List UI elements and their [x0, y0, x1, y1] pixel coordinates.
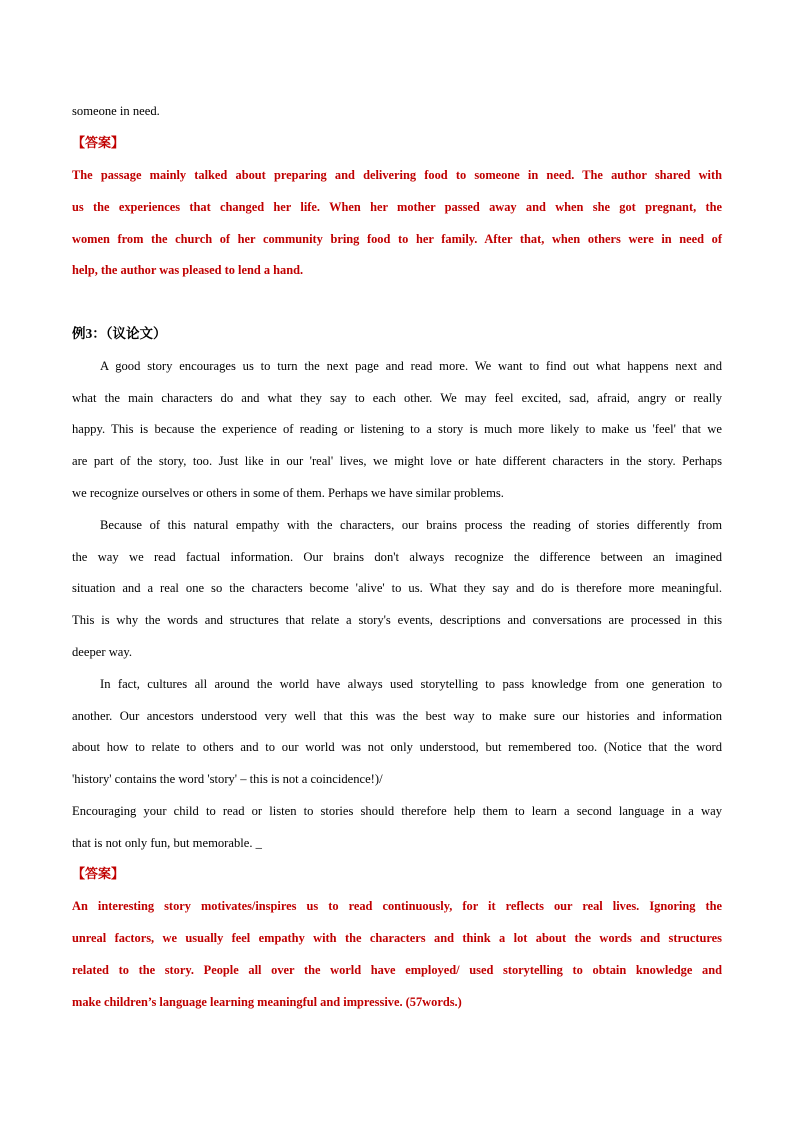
- paragraph-line: deeper way.: [72, 645, 133, 659]
- paragraph-line: the way we read factual information. Our brains don't always recognize the difference between an imagined: [72, 550, 722, 564]
- answer-line: unreal factors, we usually feel empathy with the characters and think a lot about the words and structures: [72, 931, 722, 945]
- answer-tag: 【答案】: [72, 135, 125, 150]
- paragraph-line: happy. This is because the experience of reading or listening to a story is much more likely to make us 'feel' that we: [72, 422, 722, 436]
- example-heading: 例3：（议论文）: [72, 326, 167, 341]
- paragraph-line: about how to relate to others and to our world was not only understood, but remembered too. (Notice that the word: [72, 740, 722, 754]
- paragraph-line: situation and a real one so the characters become 'alive' to us. What they say and do is therefore more meaningful.: [72, 581, 722, 595]
- answer-line: us the experiences that changed her life. When her mother passed away and when she got pregnant, the: [72, 200, 722, 214]
- answer-line: The passage mainly talked about preparing and delivering food to someone in need. The author shared with: [72, 168, 722, 182]
- answer-line: help, the author was pleased to lend a hand.: [72, 263, 304, 277]
- paragraph-line: This is why the words and structures that relate a story's events, descriptions and conversations are processed in this: [72, 613, 722, 627]
- paragraph-line: In fact, cultures all around the world have always used storytelling to pass knowledge from one generation to: [100, 677, 722, 691]
- paragraph-line: that is not only fun, but memorable. _: [72, 836, 262, 850]
- paragraph-line: Because of this natural empathy with the characters, our brains process the reading of stories differently from: [100, 518, 722, 532]
- answer-line: make children’s language learning meaningful and impressive. (57words.): [72, 995, 462, 1009]
- answer-line: An interesting story motivates/inspires us to read continuously, for it reflects our real lives. Ignoring the: [72, 899, 722, 913]
- paragraph-line: A good story encourages us to turn the next page and read more. We want to find out what happens next and: [100, 359, 722, 373]
- paragraph-line: Encouraging your child to read or listen to stories should therefore help them to learn a second language in a way: [72, 804, 722, 818]
- paragraph-line: what the main characters do and what they say to each other. We may feel excited, sad, afraid, angry or really: [72, 391, 722, 405]
- continuation-line: someone in need.: [72, 104, 160, 118]
- paragraph-line: we recognize ourselves or others in some of them. Perhaps we have similar problems.: [72, 486, 504, 500]
- paragraph-line: another. Our ancestors understood very well that this was the best way to make sure our histories and information: [72, 709, 722, 723]
- answer-line: women from the church of her community bring food to her family. After that, when others were in need of: [72, 232, 722, 246]
- answer-line: related to the story. People all over the world have employed/ used storytelling to obtain knowledge and: [72, 963, 722, 977]
- paragraph-line: 'history' contains the word 'story' – this is not a coincidence!)/: [72, 772, 383, 786]
- paragraph-line: are part of the story, too. Just like in our 'real' lives, we might love or hate different characters in the story. Perhaps: [72, 454, 722, 468]
- answer-tag: 【答案】: [72, 866, 125, 881]
